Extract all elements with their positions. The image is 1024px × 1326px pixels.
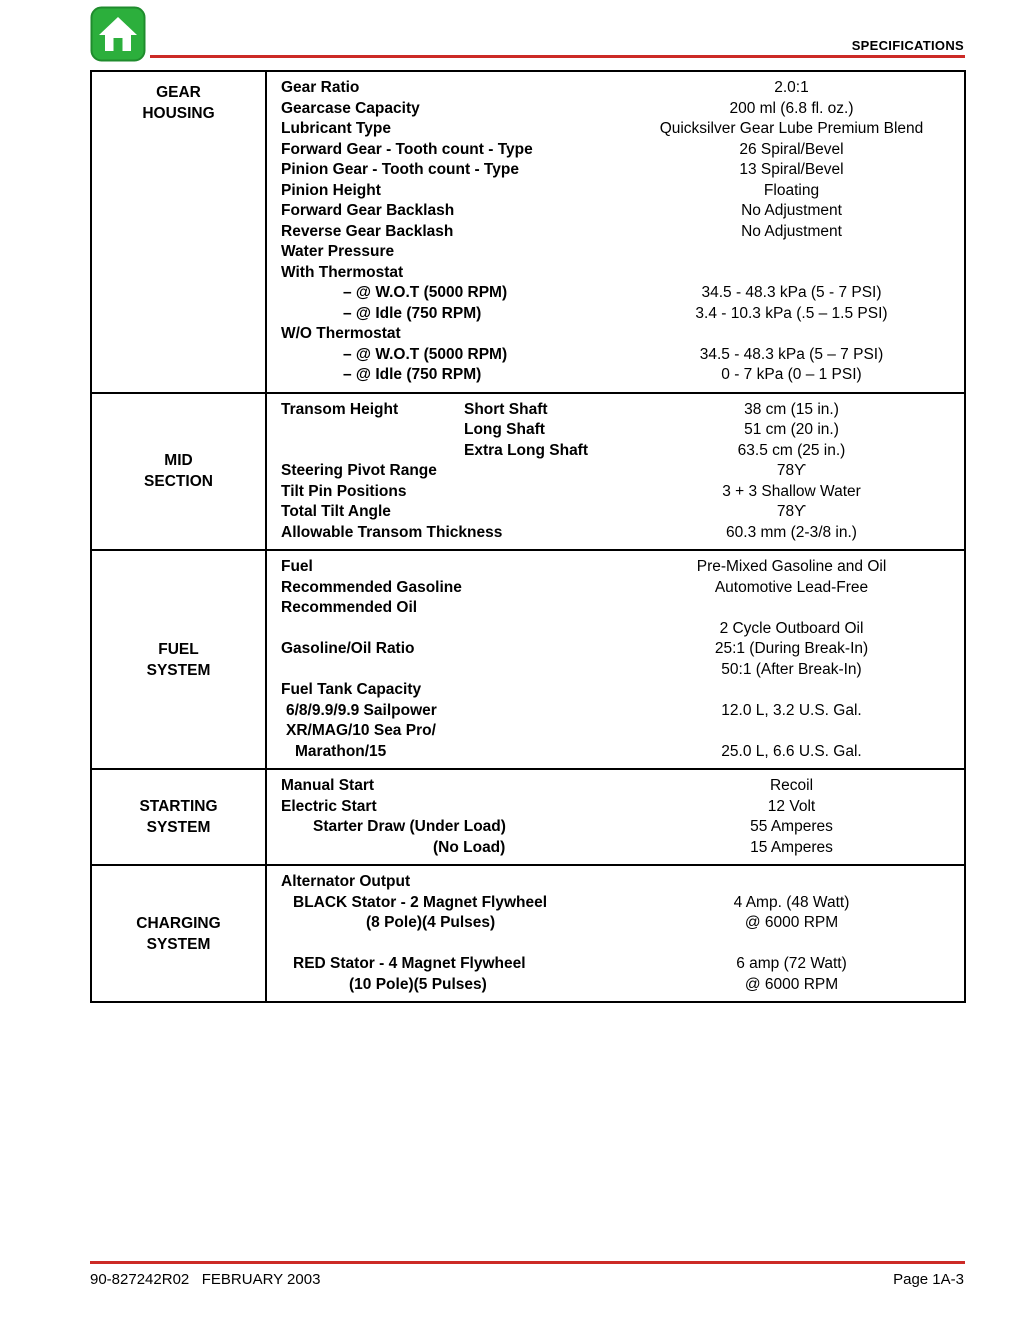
spec-label: Tilt Pin Positions <box>281 482 407 500</box>
spec-value: 4 Amp. (48 Watt) <box>733 893 850 911</box>
spec-label: With Thermostat <box>281 263 404 281</box>
spec-row <box>281 578 964 599</box>
spec-row <box>281 954 964 975</box>
spec-value <box>619 680 964 701</box>
spec-value: 51 cm (20 in.) <box>744 421 839 438</box>
section-title-gear-housing <box>92 72 267 392</box>
spec-label: Manual Start <box>281 777 375 794</box>
spec-label: Allowable Transom Thickness <box>281 523 503 541</box>
spec-label: (No Load) <box>433 838 506 856</box>
spec-row <box>281 934 964 955</box>
spec-value: 38 cm (15 in.) <box>744 400 839 418</box>
spec-label: Marathon/15 <box>295 742 387 760</box>
spec-value: 78ϒ <box>776 503 807 520</box>
section-body <box>267 394 964 550</box>
spec-value: 3.4 - 10.3 kPa (.5 – 1.5 PSI) <box>695 304 888 322</box>
spec-label: Transom Height Short Shaft <box>281 400 619 421</box>
spec-value: 13 Spiral/Bevel <box>739 161 844 178</box>
spec-value <box>619 934 964 955</box>
spec-row <box>281 893 964 914</box>
section-gear-housing <box>92 72 964 394</box>
section-title-starting-system <box>92 770 267 864</box>
spec-value: 0 - 7 kPa (0 – 1 PSI) <box>721 366 862 383</box>
spec-label: Recommended Gasoline <box>281 578 462 596</box>
spec-value: 15 Amperes <box>750 838 833 856</box>
section-title-line: SYSTEM <box>146 661 211 679</box>
spec-sublabel: Extra Long Shaft <box>464 441 589 459</box>
spec-value <box>619 263 964 284</box>
spec-value: No Adjustment <box>741 202 842 219</box>
section-title-mid-section <box>92 394 267 550</box>
spec-row <box>281 701 964 722</box>
section-title-line: HOUSING <box>142 105 215 122</box>
spec-row <box>281 523 964 544</box>
spec-row <box>281 776 964 797</box>
spec-row <box>281 140 964 161</box>
spec-value: 78ϒ <box>776 462 807 479</box>
section-starting-system <box>92 770 964 866</box>
spec-row <box>281 872 964 893</box>
spec-row <box>281 365 964 386</box>
spec-row <box>281 441 964 462</box>
spec-row <box>281 797 964 818</box>
spec-label: – @ W.O.T (5000 RPM) <box>343 284 508 301</box>
section-title-line: FUEL <box>158 640 199 658</box>
spec-value: 200 ml (6.8 fl. oz.) <box>729 99 854 117</box>
spec-row <box>281 160 964 181</box>
section-title-line: STARTING <box>139 798 218 815</box>
section-body <box>267 551 964 768</box>
section-body <box>267 770 964 864</box>
section-body <box>267 866 964 1001</box>
spec-label: Forward Gear Backlash <box>281 202 455 219</box>
home-icon[interactable] <box>90 6 146 62</box>
spec-row <box>281 263 964 284</box>
spec-label: – @ Idle (750 RPM) <box>343 304 482 322</box>
spec-value: @ 6000 RPM <box>744 914 839 931</box>
spec-value: 12 Volt <box>767 797 816 815</box>
spec-label: Reverse Gear Backlash <box>281 222 454 240</box>
spec-value <box>619 721 964 742</box>
spec-row <box>281 222 964 243</box>
section-title-line: GEAR <box>156 84 201 101</box>
spec-row <box>281 420 964 441</box>
spec-label: Electric Start <box>281 797 377 815</box>
spec-row <box>281 975 964 996</box>
section-title-line: SYSTEM <box>146 935 211 953</box>
spec-label: Total Tilt Angle <box>281 503 391 520</box>
spec-row <box>281 557 964 578</box>
spec-label <box>281 441 619 462</box>
spec-value <box>619 598 964 619</box>
page-title: SPECIFICATIONS <box>851 38 964 53</box>
spec-label: Water Pressure <box>281 243 395 260</box>
spec-value <box>619 872 964 893</box>
spec-row <box>281 502 964 523</box>
spec-value: 26 Spiral/Bevel <box>739 140 844 158</box>
spec-label: Steering Pivot Range <box>281 462 437 479</box>
section-fuel-system <box>92 551 964 770</box>
house-door <box>114 38 123 51</box>
spec-label: W/O Thermostat <box>281 325 401 342</box>
spec-sublabel: Short Shaft <box>464 400 548 418</box>
spec-row <box>281 99 964 120</box>
spec-label: Pinion Height <box>281 181 381 199</box>
spec-label: Gasoline/Oil Ratio <box>281 640 415 657</box>
spec-row <box>281 913 964 934</box>
spec-row <box>281 660 964 681</box>
spec-value: Recoil <box>769 777 814 794</box>
spec-row <box>281 201 964 222</box>
spec-row <box>281 181 964 202</box>
spec-label: Starter Draw (Under Load) <box>313 818 506 835</box>
section-title-line: SYSTEM <box>146 819 211 836</box>
spec-row <box>281 78 964 99</box>
spec-row <box>281 598 964 619</box>
spec-value: Floating <box>763 181 820 199</box>
spec-row <box>281 119 964 140</box>
spec-label <box>281 660 619 681</box>
spec-label: – @ W.O.T (5000 RPM) <box>343 345 508 363</box>
spec-value: 12.0 L, 3.2 U.S. Gal. <box>721 701 862 719</box>
spec-label: Fuel Tank Capacity <box>281 681 422 698</box>
spec-sublabel: Long Shaft <box>464 421 545 438</box>
spec-label: Gearcase Capacity <box>281 99 420 117</box>
header-rule <box>150 55 965 58</box>
spec-value: 25.0 L, 6.6 U.S. Gal. <box>721 742 862 760</box>
spec-value: 34.5 - 48.3 kPa (5 – 7 PSI) <box>699 345 884 363</box>
spec-label <box>281 420 619 441</box>
section-title-line: MID <box>164 452 193 470</box>
spec-row <box>281 482 964 503</box>
footer-rule <box>90 1261 965 1264</box>
spec-label <box>281 619 619 640</box>
spec-row <box>281 324 964 345</box>
spec-label: Lubricant Type <box>281 120 391 137</box>
spec-row <box>281 345 964 366</box>
specs-table <box>90 70 966 1003</box>
spec-value: 2.0:1 <box>774 79 809 96</box>
spec-label: Fuel <box>281 558 313 575</box>
spec-label: 6/8/9.9/9.9 Sailpower <box>286 701 437 719</box>
spec-label: (10 Pole)(5 Pulses) <box>349 975 487 993</box>
spec-row <box>281 304 964 325</box>
spec-value <box>619 242 964 263</box>
spec-label: Alternator Output <box>281 873 411 890</box>
spec-label: – @ Idle (750 RPM) <box>343 366 482 383</box>
spec-label: Pinion Gear - Tooth count - Type <box>281 161 519 178</box>
spec-value: 6 amp (72 Watt) <box>736 955 847 972</box>
spec-label <box>281 934 619 955</box>
spec-value: Quicksilver Gear Lube Premium Blend <box>659 120 924 137</box>
footer-page-number: Page 1A-3 <box>893 1271 964 1288</box>
spec-value: 3 + 3 Shallow Water <box>722 482 861 500</box>
spec-row <box>281 838 964 859</box>
spec-label: RED Stator - 4 Magnet Flywheel <box>293 955 526 972</box>
spec-row <box>281 742 964 763</box>
spec-value: 50:1 (After Break-In) <box>721 660 862 678</box>
spec-value: @ 6000 RPM <box>744 975 839 993</box>
spec-value: 2 Cycle Outboard Oil <box>719 619 864 637</box>
spec-value <box>619 324 964 345</box>
section-title-charging-system <box>92 866 267 1001</box>
spec-row <box>281 283 964 304</box>
spec-row <box>281 242 964 263</box>
spec-label: (8 Pole)(4 Pulses) <box>366 914 496 931</box>
spec-label: BLACK Stator - 2 Magnet Flywheel <box>293 893 548 911</box>
spec-value: 34.5 - 48.3 kPa (5 - 7 PSI) <box>701 284 882 301</box>
spec-row <box>281 817 964 838</box>
spec-label: Recommended Oil <box>281 599 418 616</box>
section-title-line: CHARGING <box>136 914 221 932</box>
spec-value: 63.5 cm (25 in.) <box>737 441 846 459</box>
spec-row <box>281 680 964 701</box>
section-body <box>267 72 964 392</box>
spec-row <box>281 461 964 482</box>
spec-row <box>281 721 964 742</box>
spec-value: 55 Amperes <box>750 818 833 835</box>
section-mid-section <box>92 394 964 552</box>
spec-label: Forward Gear - Tooth count - Type <box>281 140 533 158</box>
spec-value: Automotive Lead-Free <box>714 578 869 596</box>
spec-label: Gear Ratio <box>281 79 360 96</box>
section-title-fuel-system <box>92 551 267 768</box>
spec-row <box>281 619 964 640</box>
spec-label: XR/MAG/10 Sea Pro/ <box>286 722 436 739</box>
section-title-line: SECTION <box>144 473 213 491</box>
spec-row <box>281 639 964 660</box>
spec-value: 25:1 (During Break-In) <box>714 640 869 657</box>
spec-value: 60.3 mm (2-3/8 in.) <box>726 523 857 541</box>
section-charging-system <box>92 866 964 1001</box>
spec-value: Pre-Mixed Gasoline and Oil <box>696 558 887 575</box>
footer-doc-number: 90-827242R02 FEBRUARY 2003 <box>90 1271 321 1288</box>
spec-value: No Adjustment <box>741 222 842 240</box>
spec-row <box>281 400 964 421</box>
